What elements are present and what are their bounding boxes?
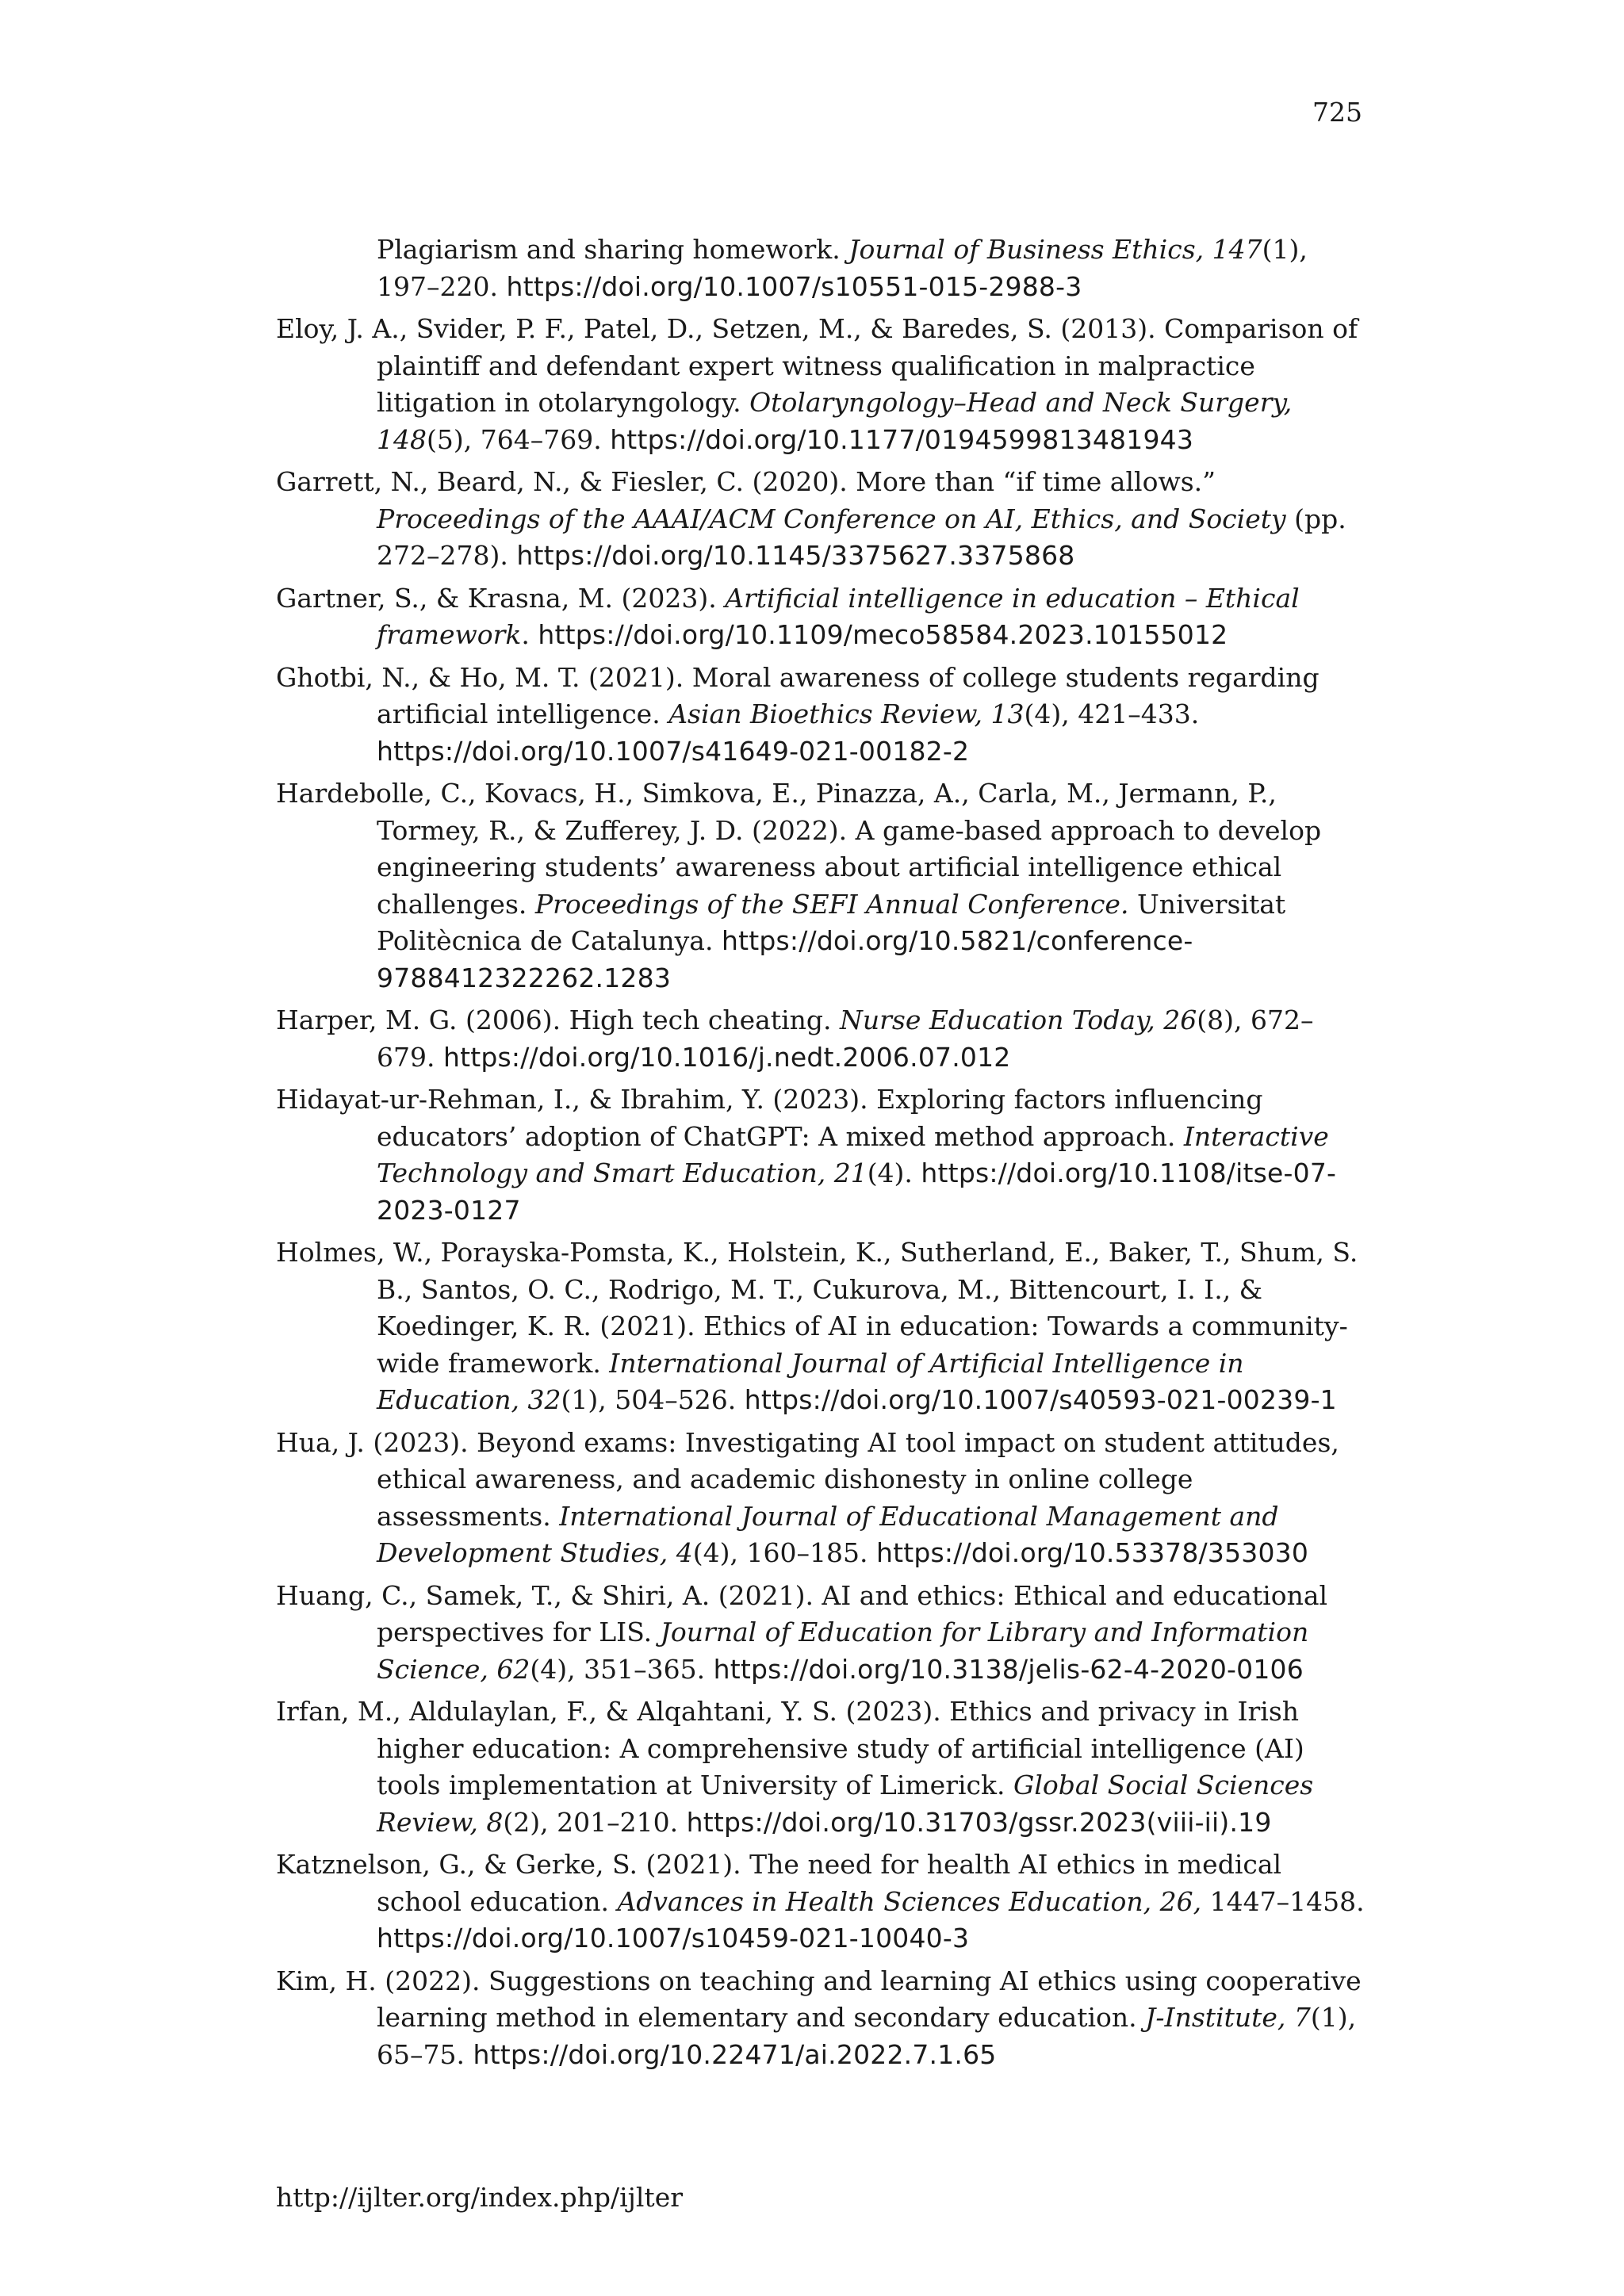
reference-pages: (1), 197–220. [377, 234, 1308, 302]
reference-entry [276, 580, 1366, 654]
reference-doi-link[interactable]: https://doi.org/10.22471/ai.2022.7.1.65 [473, 2038, 997, 2070]
reference-doi-link[interactable]: https://doi.org/10.1007/s40593-021-00239-1 [744, 1384, 1337, 1415]
reference-text: Irfan, M., Aldulaylan, F., & Alqahtani, Y. S. (2023). Ethics and privacy in Irish higher education: A comprehensive study of artificial intelligence (AI) tools implementation at University of Limerick. [276, 1696, 1304, 1800]
reference-pages: 1447–1458. [1201, 1885, 1365, 1917]
reference-source-title: International Journal of Artificial Intelligence in Education, 32 [377, 1347, 1244, 1415]
reference-pages: (4), 421–433. [1024, 698, 1200, 729]
reference-doi-link[interactable]: https://doi.org/10.1177/0194599813481943 [610, 423, 1194, 455]
reference-entry [276, 464, 1366, 575]
reference-text: Eloy, J. A., Svider, P. F., Patel, D., Setzen, M., & Baredes, S. (2013). Comparison of plaintiff and defendant expert witness qualification in malpractice litigation in otolaryngology. [276, 313, 1358, 418]
reference-pages: (1), 65–75. [377, 2002, 1357, 2070]
reference-doi-link[interactable]: https://doi.org/10.1145/3375627.3375868 [516, 540, 1075, 571]
reference-pages: (4). [867, 1158, 913, 1188]
reference-entry [276, 311, 1366, 458]
reference-text: Hidayat-ur-Rehman, I., & Ibrahim, Y. (2023). Exploring factors influencing educators’ adoption of ChatGPT: A mixed method approach. [276, 1084, 1263, 1152]
reference-source-title: Global Social Sciences Review, 8 [377, 1770, 1314, 1838]
reference-source-title: International Journal of Educational Management and Development Studies, 4 [377, 1500, 1279, 1568]
reference-source-title: Journal of Business Ethics, 147 [848, 234, 1262, 265]
reference-doi-link[interactable]: https://doi.org/10.5821/conference-9788412322262.1283 [377, 925, 1193, 993]
reference-pages: . [521, 619, 530, 650]
reference-entry [276, 1425, 1366, 1572]
reference-doi-link[interactable]: https://doi.org/10.1007/s10459-021-10040-3 [377, 1923, 970, 1954]
reference-text: Plagiarism and sharing homework. [377, 234, 849, 265]
reference-text: Holmes, W., Porayska-Pomsta, K., Holstein, K., Sutherland, E., Baker, T., Shum, S. B., Santos, O. C., Rodrigo, M. T., Cukurova, M., Bittencourt, I. I., & Koedinger, K. R. (2021). Ethics of AI in education: Towards a community-wide framework. [276, 1237, 1358, 1379]
reference-text: Hardebolle, C., Kovacs, H., Simkova, E., Pinazza, A., Carla, M., Jermann, P., Tormey, R., & Zufferey, J. D. (2022). A game-based approach to develop engineering students’ awareness about artificial intelligence ethical challenges. [276, 778, 1322, 920]
reference-text: Garrett, N., Beard, N., & Fiesler, C. (2020). More than “if time allows.” [276, 466, 1216, 497]
reference-pages: Universitat Politècnica de Catalunya. [377, 888, 1286, 956]
reference-entry [276, 1693, 1366, 1841]
reference-list [276, 232, 1366, 2079]
reference-source-title: Journal of Education for Library and Information Science, 62 [377, 1617, 1309, 1685]
reference-entry [276, 1081, 1366, 1229]
reference-doi-link[interactable]: https://doi.org/10.1016/j.nedt.2006.07.012 [442, 1041, 1011, 1073]
reference-text: Katznelson, G., & Gerke, S. (2021). The need for health AI ethics in medical school education. [276, 1849, 1282, 1917]
reference-text: Hua, J. (2023). Beyond exams: Investigating AI tool impact on student attitudes, ethical awareness, and academic dishonesty in online college assessments. [276, 1426, 1339, 1532]
reference-pages: (5), 764–769. [427, 423, 602, 455]
reference-source-title: Advances in Health Sciences Education, 26, [617, 1885, 1202, 1917]
reference-source-title: Nurse Education Today, 26 [839, 1004, 1197, 1035]
reference-doi-link[interactable]: https://doi.org/10.3138/jelis-62-4-2020-0106 [713, 1653, 1304, 1685]
reference-doi-link[interactable]: https://doi.org/10.1109/meco58584.2023.10155012 [538, 619, 1228, 650]
reference-source-title: Artificial intelligence in education – Ethical framework [377, 582, 1300, 650]
reference-entry [276, 1578, 1366, 1689]
reference-doi-link[interactable]: https://doi.org/10.31703/gssr.2023(viii-ii).19 [686, 1806, 1272, 1838]
reference-entry [276, 660, 1366, 771]
reference-entry [276, 1963, 1366, 2074]
reference-entry [276, 1846, 1366, 1957]
reference-pages: (4), 160–185. [692, 1537, 868, 1568]
reference-source-title: Interactive Technology and Smart Education, 21 [377, 1120, 1329, 1188]
reference-text: Gartner, S., & Krasna, M. (2023). [276, 582, 726, 614]
reference-pages: (pp. 272–278). [377, 503, 1346, 571]
reference-source-title: Proceedings of the SEFI Annual Conference. [534, 888, 1129, 920]
journal-footer-url[interactable]: http://ijlter.org/index.php/ijlter [276, 2182, 683, 2213]
reference-doi-link[interactable]: https://doi.org/10.53378/353030 [875, 1537, 1309, 1568]
reference-source-title: Otolaryngology–Head and Neck Surgery, 148 [377, 387, 1293, 455]
reference-doi-link[interactable]: https://doi.org/10.1007/s10551-015-2988-3 [506, 270, 1082, 302]
reference-entry [276, 775, 1366, 997]
reference-pages: (4), 351–365. [530, 1653, 706, 1685]
reference-text: Ghotbi, N., & Ho, M. T. (2021). Moral awareness of college students regarding artificial intelligence. [276, 661, 1320, 729]
reference-pages: (2), 201–210. [503, 1806, 679, 1838]
reference-pages: (8), 672–679. [377, 1004, 1314, 1073]
reference-source-title: Asian Bioethics Review, 13 [668, 698, 1025, 729]
reference-source-title: J-Institute, 7 [1145, 2002, 1311, 2033]
reference-doi-link[interactable]: https://doi.org/10.1007/s41649-021-00182-2 [377, 735, 970, 767]
reference-entry [276, 1234, 1366, 1419]
reference-entry [276, 232, 1366, 305]
reference-text: Harper, M. G. (2006). High tech cheating. [276, 1004, 840, 1035]
reference-source-title: Proceedings of the AAAI/ACM Conference on AI, Ethics, and Society [377, 503, 1286, 534]
page-number: 725 [1312, 97, 1362, 128]
reference-entry [276, 1002, 1366, 1076]
reference-doi-link[interactable]: https://doi.org/10.1108/itse-07-2023-0127 [377, 1158, 1337, 1226]
reference-pages: (1), 504–526. [561, 1384, 737, 1415]
reference-text: Huang, C., Samek, T., & Shiri, A. (2021). AI and ethics: Ethical and educational perspectives for LIS. [276, 1579, 1328, 1647]
reference-text: Kim, H. (2022). Suggestions on teaching and learning AI ethics using cooperative learning method in elementary and secondary education. [276, 1965, 1362, 2033]
